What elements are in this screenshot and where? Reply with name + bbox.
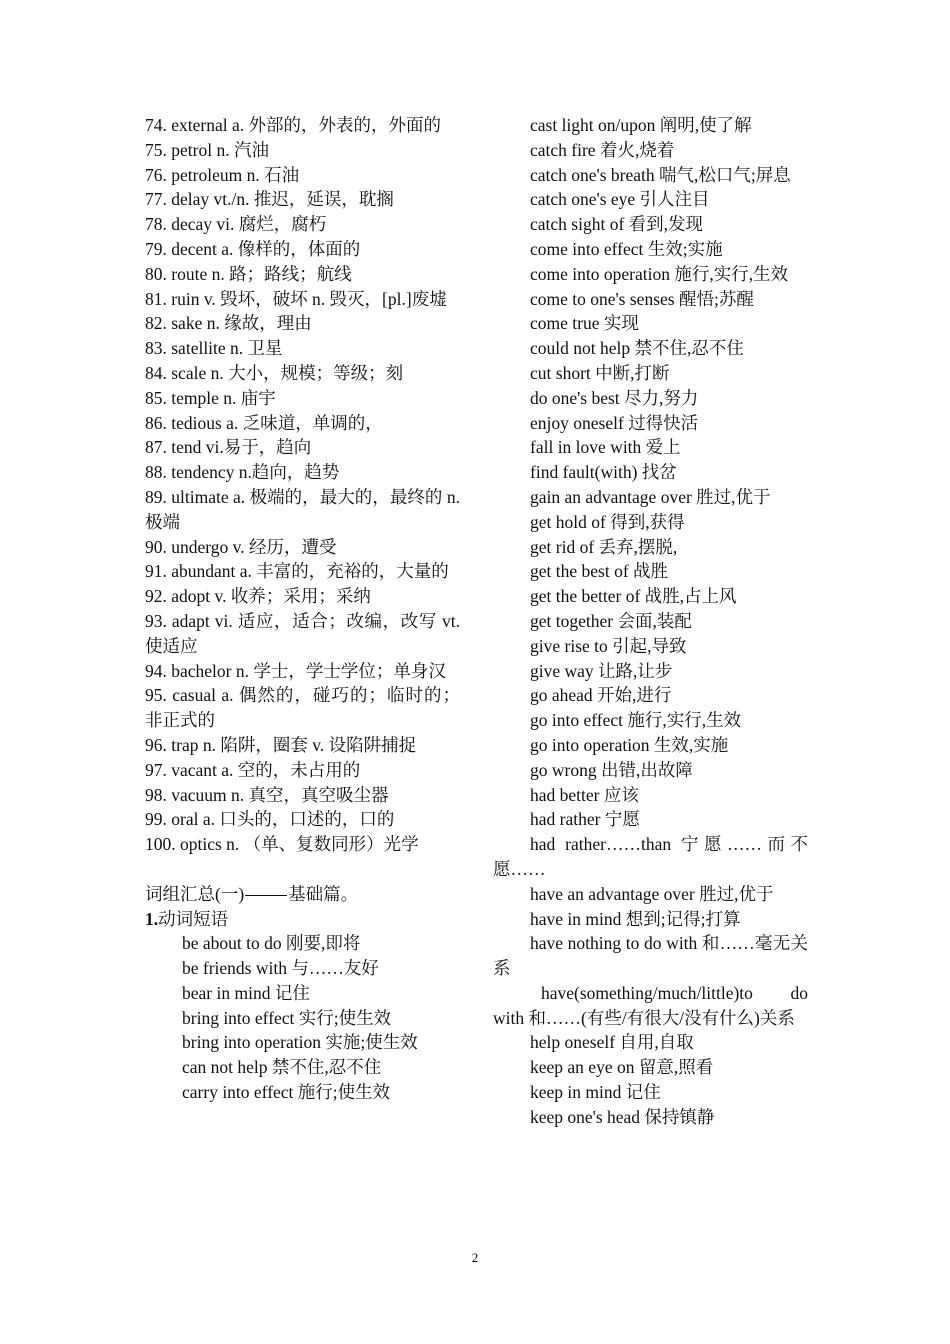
vocab-entry: 81. ruin v. 毁坏，破坏 n. 毁灭，[pl.]废墟 [145, 288, 447, 309]
phrase-item: could not help 禁不住,忍不住 [530, 338, 744, 359]
phrase-item: help oneself 自用,自取 [530, 1032, 694, 1053]
phrase-item: be friends with 与……友好 [182, 958, 379, 979]
vocab-entry: 99. oral a. 口头的，口述的，口的 [145, 809, 395, 830]
phrase-item: cut short 中断,打断 [530, 362, 670, 383]
vocab-entry: 77. delay vt./n. 推迟，延误，耽搁 [145, 189, 394, 210]
section-heading-prefix: 词组汇总(一) [145, 883, 245, 904]
vocab-entry: 88. tendency n.趋向，趋势 [145, 462, 340, 483]
vocab-entry: 75. petrol n. 汽油 [145, 139, 269, 160]
phrase-item: carry into effect 施行;使生效 [182, 1082, 391, 1103]
vocab-entry: 74. external a. 外部的，外表的，外面的 [145, 115, 441, 135]
phrase-item: come to one's senses 醒悟;苏醒 [530, 288, 754, 309]
subheading-text: 动词短语 [158, 908, 229, 929]
phrase-item: gain an advantage over 胜过,优于 [530, 486, 771, 507]
subheading [145, 907, 460, 932]
phrase-item: keep one's head 保持镇静 [530, 1106, 715, 1127]
phrase-item: enjoy oneself 过得快活 [530, 412, 699, 433]
vocab-entry: 84. scale n. 大小，规模；等级；刻 [145, 362, 404, 383]
phrase-item: do one's best 尽力,努力 [530, 387, 699, 408]
vocab-entry: 97. vacant a. 空的，未占用的 [145, 759, 361, 780]
section-heading-suffix: 基础篇。 [288, 883, 359, 904]
phrase-item: keep an eye on 留意,照看 [530, 1057, 714, 1078]
phrase-item: keep in mind 记住 [530, 1082, 661, 1103]
vocab-entry: 95. casual a. 偶然的，碰巧的；临时的；非正式的 [145, 685, 460, 731]
phrase-item: go into operation 生效,实施 [530, 734, 729, 755]
vocab-entry: 79. decent a. 像样的，体面的 [145, 238, 361, 259]
phrase-item: come true 实现 [530, 313, 639, 334]
right-column [493, 113, 808, 1130]
phrase-item: get together 会面,装配 [530, 610, 692, 631]
phrase-item: catch one's eye 引人注目 [530, 189, 710, 210]
phrase-item: bear in mind 记住 [182, 982, 310, 1003]
phrase-item: bring into operation 实施;使生效 [182, 1032, 418, 1053]
left-column [145, 113, 460, 1105]
phrase-item: fall in love with 爱上 [530, 437, 681, 458]
phrase-item: get the better of 战胜,占上风 [530, 586, 737, 607]
vocab-entry: 82. sake n. 缘故，理由 [145, 313, 312, 334]
phrase-item: had rather……than 宁愿……而不愿…… [493, 834, 808, 879]
vocab-entry: 80. route n. 路；路线；航线 [145, 263, 352, 284]
phrase-item: have an advantage over 胜过,优于 [530, 883, 774, 904]
phrase-item: get the best of 战胜 [530, 561, 669, 582]
phrase-item: have in mind 想到;记得;打算 [530, 908, 741, 929]
phrase-item: have nothing to do with 和……毫无关系 [493, 933, 808, 979]
vocab-entry: 76. petroleum n. 石油 [145, 164, 300, 185]
vocabulary-list [145, 113, 460, 857]
phrase-item: give rise to 引起,导致 [530, 635, 687, 656]
vocab-entry: 100. optics n. （单、复数同形）光学 [145, 834, 419, 855]
phrase-list-left [145, 931, 460, 1105]
vocab-entry: 86. tedious a. 乏味道，单调的， [145, 412, 383, 433]
phrase-item: get hold of 得到,获得 [530, 511, 685, 532]
vocab-entry: 92. adopt v. 收养；采用；采纳 [145, 586, 371, 607]
vocab-entry: 91. abundant a. 丰富的，充裕的，大量的 [145, 561, 449, 582]
phrase-item: catch fire 着火,烧着 [530, 139, 675, 160]
phrase-item: come into effect 生效;实施 [530, 238, 723, 259]
phrase-item: be about to do 刚要,即将 [182, 933, 361, 954]
phrase-item: go into effect 施行,实行,生效 [530, 710, 742, 731]
phrase-item: go ahead 开始,进行 [530, 685, 672, 706]
phrase-item: catch one's breath 喘气,松口气;屏息 [530, 164, 791, 185]
phrase-item: go wrong 出错,出故障 [530, 759, 693, 780]
vocab-entry: 98. vacuum n. 真空，真空吸尘器 [145, 784, 389, 805]
vocab-entry: 78. decay vi. 腐烂，腐朽 [145, 214, 327, 235]
heading-underline [245, 894, 287, 896]
phrase-item: cast light on/upon 阐明,使了解 [530, 115, 752, 135]
vocab-entry: 96. trap n. 陷阱，圈套 v. 设陷阱捕捉 [145, 734, 417, 755]
section-heading [145, 882, 460, 907]
spacer [145, 857, 460, 882]
phrase-item: get rid of 丢弃,摆脱, [530, 536, 678, 557]
vocab-entry: 89. ultimate a. 极端的，最大的，最终的 n. 极端 [145, 486, 460, 532]
phrase-item: come into operation 施行,实行,生效 [530, 263, 789, 284]
phrase-item: can not help 禁不住,忍不住 [182, 1057, 382, 1078]
page-number: 2 [471, 1250, 479, 1265]
phrase-item: catch sight of 看到,发现 [530, 214, 704, 235]
phrase-list-right [493, 113, 808, 1130]
phrase-item: find fault(with) 找岔 [530, 462, 677, 483]
vocab-entry: 85. temple n. 庙宇 [145, 387, 276, 408]
phrase-item: had rather 宁愿 [530, 809, 640, 830]
vocab-entry: 83. satellite n. 卫星 [145, 338, 283, 359]
phrase-item: bring into effect 实行;使生效 [182, 1007, 392, 1028]
vocab-entry: 94. bachelor n. 学士，学士学位；单身汉 [145, 660, 446, 681]
phrase-item: give way 让路,让步 [530, 660, 673, 681]
vocab-entry: 90. undergo v. 经历，遭受 [145, 536, 337, 557]
subheading-number: 1. [145, 908, 159, 929]
vocab-entry: 87. tend vi.易于，趋向 [145, 437, 312, 458]
phrase-item: have(something/much/little)to do with 和……(有些/有很大/没有什么)关系 [493, 982, 808, 1028]
vocab-entry: 93. adapt vi. 适应，适合；改编，改写 vt. 使适应 [145, 610, 460, 656]
phrase-item: had better 应该 [530, 784, 639, 805]
